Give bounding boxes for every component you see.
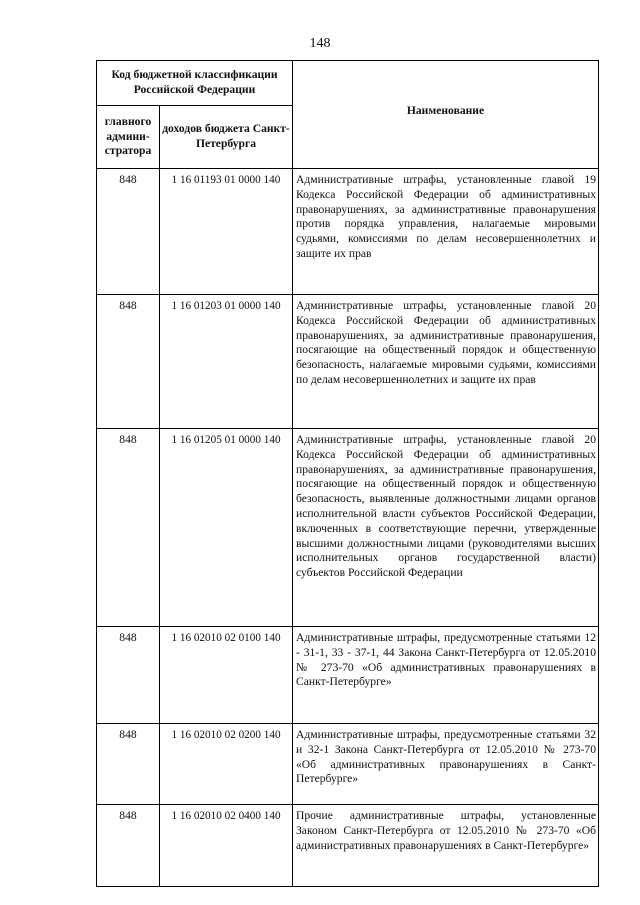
header-admin: главного админи-стратора xyxy=(97,106,160,169)
name-cell: Административные штрафы, установленные главой 20 Кодекса Российской Федерации об административных правонарушениях, за административные правонарушения, посягающие на общественный порядок и общественную безопасность, выявленные должностными лицами органов исполнительной власти субъектов Российской Федерации, включенных в соответствующие перечни, утвержденные высшими должностными лицами (руководителями высших исполнительных органов государственной власти) субъектов Российской Федерации xyxy=(293,429,599,627)
page-number: 148 xyxy=(309,36,331,51)
table-row xyxy=(97,724,599,805)
income-code-cell: 1 16 01203 01 0000 140 xyxy=(160,295,293,429)
admin-code-cell: 848 xyxy=(97,805,160,887)
name-cell: Прочие административные штрафы, установленные Законом Санкт-Петербурга от 12.05.2010 № 273-70 «Об административных правонарушениях в Санкт-Петербурге» xyxy=(293,805,599,887)
admin-code-cell: 848 xyxy=(97,724,160,805)
income-code-cell: 1 16 02010 02 0200 140 xyxy=(160,724,293,805)
name-cell: Административные штрафы, установленные главой 20 Кодекса Российской Федерации об административных правонарушениях, за административные правонарушения, посягающие на общественный порядок и общественную безопасность, налагаемые мировыми судьями, комиссиями по делам несовершеннолетних и защите их прав xyxy=(293,295,599,429)
income-code-cell: 1 16 02010 02 0100 140 xyxy=(160,627,293,724)
admin-code-cell: 848 xyxy=(97,429,160,627)
income-code-cell: 1 16 01205 01 0000 140 xyxy=(160,429,293,627)
name-cell: Административные штрафы, предусмотренные статьями 32 и 32-1 Закона Санкт-Петербурга от 12.05.2010 № 273-70 «Об административных правонарушениях в Санкт-Петербурге» xyxy=(293,724,599,805)
name-cell: Административные штрафы, установленные главой 19 Кодекса Российской Федерации об административных правонарушениях, за административные правонарушения против порядка управления, налагаемые мировыми судьями, комиссиями по делам несовершеннолетних и защите их прав xyxy=(293,169,599,295)
name-cell: Административные штрафы, предусмотренные статьями 12 - 31-1, 33 - 37-1, 44 Закона Санкт-Петербурга от 12.05.2010 № 273-70 «Об административных правонарушениях в Санкт-Петербурге» xyxy=(293,627,599,724)
header-budget-code: Код бюджетной классификации Российской Федерации xyxy=(97,61,293,106)
budget-classification-table xyxy=(96,60,599,887)
table-row xyxy=(97,627,599,724)
table-row xyxy=(97,805,599,887)
admin-code-cell: 848 xyxy=(97,169,160,295)
table-row xyxy=(97,295,599,429)
table-row xyxy=(97,429,599,627)
admin-code-cell: 848 xyxy=(97,295,160,429)
header-name: Наименование xyxy=(293,61,599,169)
table-row xyxy=(97,169,599,295)
admin-code-cell: 848 xyxy=(97,627,160,724)
income-code-cell: 1 16 01193 01 0000 140 xyxy=(160,169,293,295)
header-income: доходов бюджета Санкт-Петербурга xyxy=(160,106,293,169)
income-code-cell: 1 16 02010 02 0400 140 xyxy=(160,805,293,887)
